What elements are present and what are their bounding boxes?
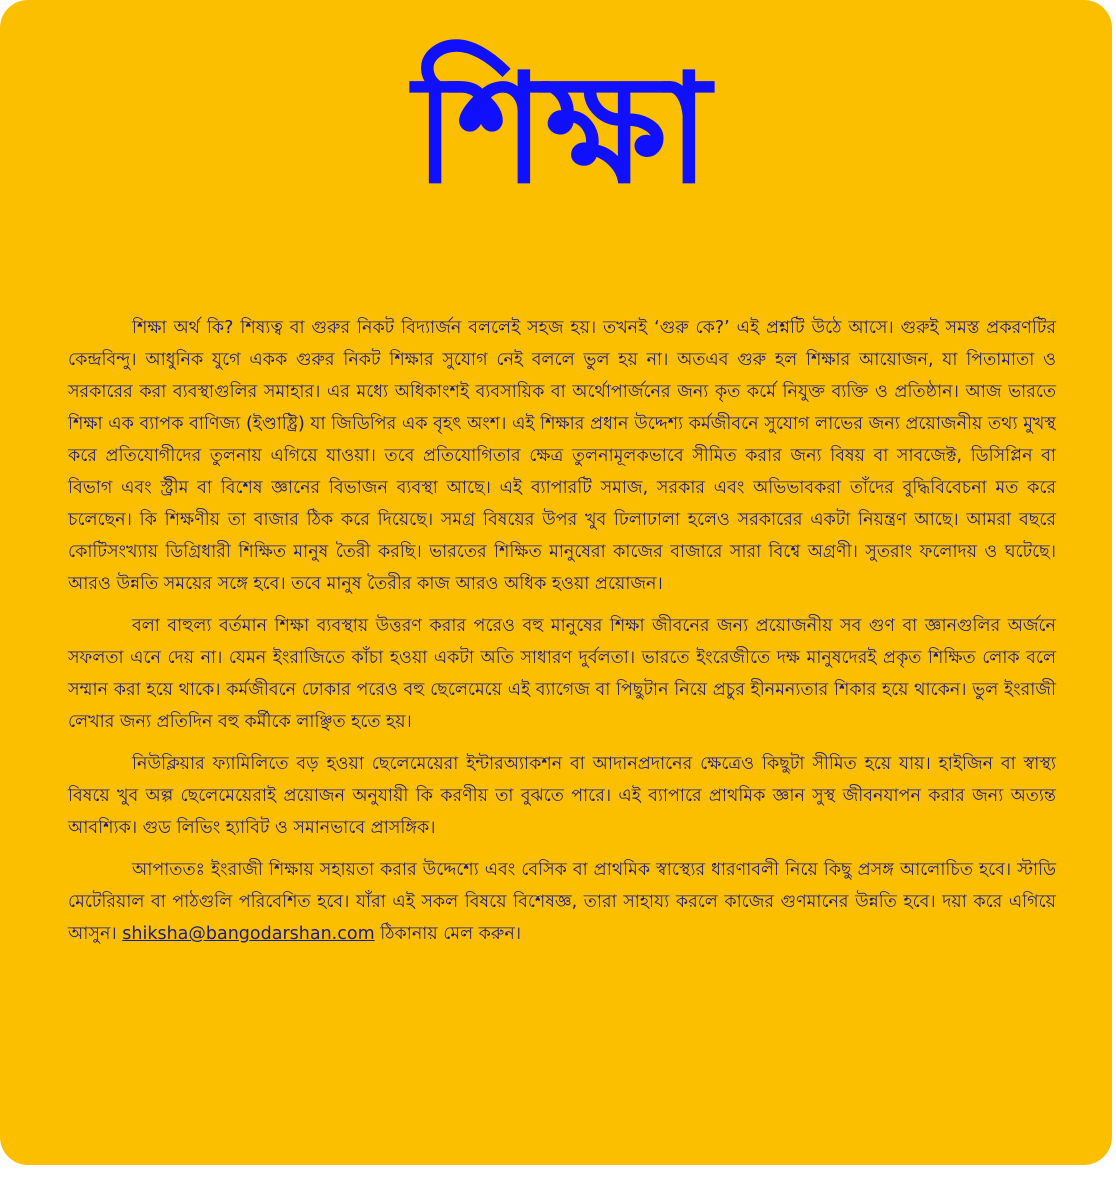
- paragraph-4-text-after: ঠিকানায় মেল করুন।: [374, 924, 522, 944]
- paragraph-4-text-before: আপাততঃ ইংরাজী শিক্ষায় সহায়তা করার উদ্দেশ্যে এবং বেসিক বা প্রাথমিক স্বাস্থ্যের ধারণাবলী নিয়ে কিছু প্রসঙ্গ আলোচিত হবে। স্টাডি মেটেরিয়াল বা পাঠগুলি পরিবেশিত হবে। যাঁরা এই সকল বিষয়ে বিশেষজ্ঞ, তারা সাহায্য করলে কাজের গুণমানের উন্নতি হবে। দয়া করে এগিয়ে আসুন।: [68, 860, 1056, 944]
- paragraph-2: বলা বাহুল্য বর্তমান শিক্ষা ব্যবস্থায় উত্তরণ করার পরেও বহু মানুষের শিক্ষা জীবনের জন্য প্রয়োজনীয় সব গুণ বা জ্ঞানগুলির অর্জনে সফলতা এনে দেয় না। যেমন ইংরাজিতে কাঁচা হওয়া একটা অতি সাধারণ দুর্বলতা। ভারতে ইংরেজীতে দক্ষ মানুষদেরই প্রকৃত শিক্ষিত লোক বলে সম্মান করা হয়ে থাকে। কর্মজীবনে ঢোকার পরেও বহু ছেলেমেয়ে এই ব্যাগেজ বা পিছুটান নিয়ে প্রচুর হীনমন্যতার শিকার হয়ে থাকেন। ভুল ইংরাজী লেখার জন্য প্রতিদিন বহু কর্মীকে লাঞ্ছিত হতে হয়।: [68, 616, 1056, 732]
- page-title: শিক্ষা: [413, 43, 711, 217]
- paragraph-3: নিউক্লিয়ার ফ্যামিলিতে বড় হওয়া ছেলেমেয়েরা ইন্টারঅ্যাকশন বা আদানপ্রদানের ক্ষেত্রেও কিছুটা সীমিত হয়ে যায়। হাইজিন বা স্বাস্থ্য বিষয়ে খুব অল্প ছেলেমেয়েরাই প্রয়োজন অনুযায়ী কি করণীয় তা বুঝতে পারে। এই ব্যাপারে প্রাথমিক জ্ঞান সুস্থ জীবনযাপন করার জন্য অত্যন্ত আবশ্যিক। গুড লিভিং হ্যাবিট ও সমানভাবে প্রাসঙ্গিক।: [68, 754, 1056, 838]
- article-body: [68, 312, 1056, 950]
- contact-email-link[interactable]: shiksha@bangodarshan.com: [122, 924, 375, 944]
- paragraph-1: শিক্ষা অর্থ কি? শিষ্যত্ব বা গুরুর নিকট বিদ্যার্জন বললেই সহজ হয়। তখনই ‘গুরু কে?’ এই প্রশ্নটি উঠে আসে। গুরুই সমস্ত প্রকরণটির কেন্দ্রবিন্দু। আধুনিক যুগে একক গুরুর নিকট শিক্ষার সুযোগ নেই বললে ভুল হয় না। অতএব গুরু হল শিক্ষার আয়োজন, যা পিতামাতা ও সরকারের করা ব্যবস্থাগুলির সমাহার। এর মধ্যে অধিকাংশই ব্যবসায়িক বা অর্থোপার্জনের জন্য কৃত কর্মে নিযুক্ত ব্যক্তি ও প্রতিষ্ঠান। আজ ভারতে শিক্ষা এক ব্যাপক বাণিজ্য (ইণ্ডাষ্ট্রি) যা জিডিপির এক বৃহৎ অংশ। এই শিক্ষার প্রধান উদ্দেশ্য কর্মজীবনে সুযোগ লাভের জন্য প্রয়োজনীয় তথ্য মুখস্থ করে প্রতিযোগীদের তুলনায় এগিয়ে যাওয়া। তবে প্রতিযোগিতার ক্ষেত্র তুলনামূলকভাবে সীমিত করার জন্য বিষয় বা সাবজেক্ট, ডিসিপ্লিন বা বিভাগ এবং স্ট্রীম বা বিশেষ জ্ঞানের বিভাজন ব্যবস্থা আছে। এই ব্যাপারটি সমাজ, সরকার এবং অভিভাবকরা তাঁদের বুদ্ধিবিবেচনা মত করে চলেছেন। কি শিক্ষণীয় তা বাজার ঠিক করে দিয়েছে। সমগ্র বিষয়ের উপর খুব ঢিলাঢালা হলেও সরকারের একটা নিয়ন্ত্রণ আছে। আমরা বছরে কোটিসংখ্যায় ডিগ্রিধারী শিক্ষিত মানুষ তৈরী করছি। ভারতের শিক্ষিত মানুষেরা কাজের বাজারে সারা বিশ্বে অগ্রণী। সুতরাং ফলোদয় ও ঘটেছে। আরও উন্নতি সময়ের সঙ্গে হবে। তবে মানুষ তৈরীর কাজ আরও অধিক হওয়া প্রয়োজন।: [68, 318, 1056, 594]
- paragraph-4: [68, 854, 1056, 950]
